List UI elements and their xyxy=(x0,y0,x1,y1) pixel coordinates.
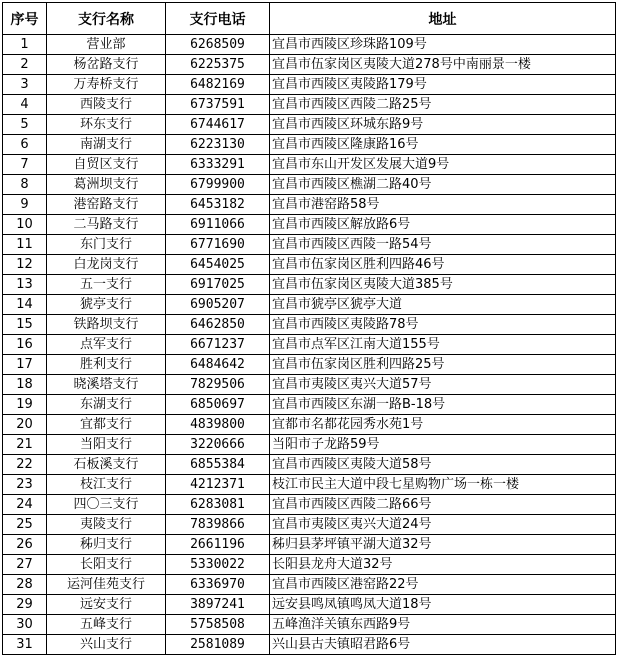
branch-name[interactable]: 四〇三支行 xyxy=(47,495,166,515)
branch-address[interactable]: 宜昌市猇亭区猇亭大道 xyxy=(270,295,616,315)
row-index[interactable]: 10 xyxy=(3,215,47,235)
branch-name[interactable]: 杨岔路支行 xyxy=(47,55,166,75)
row-index[interactable]: 15 xyxy=(3,315,47,335)
table-row xyxy=(3,575,616,595)
table-row xyxy=(3,155,616,175)
table-row xyxy=(3,115,616,135)
branch-phone[interactable]: 6454025 xyxy=(166,255,270,275)
branch-address[interactable]: 宜都市名都花园秀水苑1号 xyxy=(270,415,616,435)
row-index[interactable]: 13 xyxy=(3,275,47,295)
table-row xyxy=(3,375,616,395)
branch-name[interactable]: 营业部 xyxy=(47,35,166,55)
branch-address[interactable]: 宜昌市西陵区隆康路16号 xyxy=(270,135,616,155)
branch-phone[interactable]: 6911066 xyxy=(166,215,270,235)
branch-name[interactable]: 胜利支行 xyxy=(47,355,166,375)
branch-phone[interactable]: 6850697 xyxy=(166,395,270,415)
branch-name[interactable]: 五一支行 xyxy=(47,275,166,295)
header-branch-name: 支行名称 xyxy=(47,3,166,35)
branch-address[interactable]: 宜昌市西陵区解放路6号 xyxy=(270,215,616,235)
branch-name[interactable]: 远安支行 xyxy=(47,595,166,615)
table-row xyxy=(3,395,616,415)
branch-address[interactable]: 宜昌市西陵区樵湖二路40号 xyxy=(270,175,616,195)
branch-table xyxy=(2,2,616,655)
branch-phone[interactable]: 2581089 xyxy=(166,635,270,655)
branch-name[interactable]: 东门支行 xyxy=(47,235,166,255)
row-index[interactable]: 17 xyxy=(3,355,47,375)
branch-phone[interactable]: 6744617 xyxy=(166,115,270,135)
row-index[interactable]: 5 xyxy=(3,115,47,135)
row-index[interactable]: 21 xyxy=(3,435,47,455)
row-index[interactable]: 14 xyxy=(3,295,47,315)
branch-name[interactable]: 环东支行 xyxy=(47,115,166,135)
branch-name[interactable]: 石板溪支行 xyxy=(47,455,166,475)
table-row xyxy=(3,295,616,315)
row-index[interactable]: 6 xyxy=(3,135,47,155)
row-index[interactable]: 3 xyxy=(3,75,47,95)
branch-address[interactable]: 宜昌市夷陵区夷兴大道57号 xyxy=(270,375,616,395)
header-row xyxy=(3,3,616,35)
branch-address[interactable]: 宜昌市西陵区夷陵路179号 xyxy=(270,75,616,95)
table-row xyxy=(3,95,616,115)
branch-phone[interactable]: 6671237 xyxy=(166,335,270,355)
branch-address[interactable]: 宜昌市夷陵区夷兴大道24号 xyxy=(270,515,616,535)
branch-address[interactable]: 宜昌市伍家岗区夷陵大道385号 xyxy=(270,275,616,295)
row-index[interactable]: 26 xyxy=(3,535,47,555)
branch-phone[interactable]: 6268509 xyxy=(166,35,270,55)
table-row xyxy=(3,35,616,55)
branch-address[interactable]: 宜昌市伍家岗区胜利四路46号 xyxy=(270,255,616,275)
branch-phone[interactable]: 6336970 xyxy=(166,575,270,595)
table-row xyxy=(3,475,616,495)
branch-name[interactable]: 枝江支行 xyxy=(47,475,166,495)
branch-phone[interactable]: 6771690 xyxy=(166,235,270,255)
branch-address[interactable]: 秭归县茅坪镇平湖大道32号 xyxy=(270,535,616,555)
row-index[interactable]: 24 xyxy=(3,495,47,515)
branch-address[interactable]: 宜昌市西陵区东湖一路B-18号 xyxy=(270,395,616,415)
branch-address[interactable]: 宜昌市西陵区珍珠路109号 xyxy=(270,35,616,55)
table-row xyxy=(3,335,616,355)
branch-phone[interactable]: 6223130 xyxy=(166,135,270,155)
row-index[interactable]: 28 xyxy=(3,575,47,595)
branch-phone[interactable]: 6737591 xyxy=(166,95,270,115)
row-index[interactable]: 7 xyxy=(3,155,47,175)
branch-name[interactable]: 运河佳苑支行 xyxy=(47,575,166,595)
table-row xyxy=(3,535,616,555)
table-row xyxy=(3,355,616,375)
branch-address[interactable]: 宜昌市伍家岗区胜利四路25号 xyxy=(270,355,616,375)
table-row xyxy=(3,495,616,515)
branch-phone[interactable]: 6482169 xyxy=(166,75,270,95)
branch-phone[interactable]: 3897241 xyxy=(166,595,270,615)
branch-phone[interactable]: 6283081 xyxy=(166,495,270,515)
row-index[interactable]: 19 xyxy=(3,395,47,415)
branch-address[interactable]: 宜昌市西陵区夷陵大道58号 xyxy=(270,455,616,475)
row-index[interactable]: 23 xyxy=(3,475,47,495)
branch-address[interactable]: 宜昌市西陵区西陵一路54号 xyxy=(270,235,616,255)
branch-phone[interactable]: 7829506 xyxy=(166,375,270,395)
row-index[interactable]: 25 xyxy=(3,515,47,535)
branch-phone[interactable]: 6917025 xyxy=(166,275,270,295)
table-row xyxy=(3,135,616,155)
table-row xyxy=(3,235,616,255)
branch-address[interactable]: 宜昌市西陵区西陵二路66号 xyxy=(270,495,616,515)
branch-address[interactable]: 长阳县龙舟大道32号 xyxy=(270,555,616,575)
branch-address[interactable]: 兴山县古夫镇昭君路6号 xyxy=(270,635,616,655)
table-row xyxy=(3,415,616,435)
branch-name[interactable]: 港窑路支行 xyxy=(47,195,166,215)
branch-name[interactable]: 铁路坝支行 xyxy=(47,315,166,335)
branch-name[interactable]: 点军支行 xyxy=(47,335,166,355)
branch-name[interactable]: 宜都支行 xyxy=(47,415,166,435)
branch-address[interactable]: 宜昌市西陵区夷陵路78号 xyxy=(270,315,616,335)
branch-name[interactable]: 晓溪塔支行 xyxy=(47,375,166,395)
branch-name[interactable]: 二马路支行 xyxy=(47,215,166,235)
row-index[interactable]: 11 xyxy=(3,235,47,255)
row-index[interactable]: 4 xyxy=(3,95,47,115)
branch-address[interactable]: 宜昌市伍家岗区夷陵大道278号中南丽景一楼 xyxy=(270,55,616,75)
branch-address[interactable]: 宜昌市西陵区港窑路22号 xyxy=(270,575,616,595)
branch-phone[interactable]: 6905207 xyxy=(166,295,270,315)
table-row xyxy=(3,455,616,475)
table-row xyxy=(3,255,616,275)
branch-phone[interactable]: 3220666 xyxy=(166,435,270,455)
branch-address[interactable]: 宜昌市西陵区环城东路9号 xyxy=(270,115,616,135)
row-index[interactable]: 12 xyxy=(3,255,47,275)
branch-phone[interactable]: 2661196 xyxy=(166,535,270,555)
row-index[interactable]: 8 xyxy=(3,175,47,195)
branch-address[interactable]: 当阳市子龙路59号 xyxy=(270,435,616,455)
branch-phone[interactable]: 6855384 xyxy=(166,455,270,475)
table-row xyxy=(3,215,616,235)
table-row xyxy=(3,595,616,615)
branch-name[interactable]: 猇亭支行 xyxy=(47,295,166,315)
branch-name[interactable]: 长阳支行 xyxy=(47,555,166,575)
table-row xyxy=(3,55,616,75)
branch-phone[interactable]: 5758508 xyxy=(166,615,270,635)
row-index[interactable]: 29 xyxy=(3,595,47,615)
row-index[interactable]: 20 xyxy=(3,415,47,435)
table-row xyxy=(3,315,616,335)
branch-phone[interactable]: 6462850 xyxy=(166,315,270,335)
branch-name[interactable]: 夷陵支行 xyxy=(47,515,166,535)
branch-name[interactable]: 白龙岗支行 xyxy=(47,255,166,275)
row-index[interactable]: 30 xyxy=(3,615,47,635)
row-index[interactable]: 31 xyxy=(3,635,47,655)
branch-phone[interactable]: 4212371 xyxy=(166,475,270,495)
row-index[interactable]: 1 xyxy=(3,35,47,55)
branch-phone[interactable]: 6453182 xyxy=(166,195,270,215)
row-index[interactable]: 18 xyxy=(3,375,47,395)
row-index[interactable]: 27 xyxy=(3,555,47,575)
branch-address[interactable]: 宜昌市西陵区西陵二路25号 xyxy=(270,95,616,115)
header-address: 地址 xyxy=(270,3,616,35)
branch-name[interactable]: 自贸区支行 xyxy=(47,155,166,175)
branch-address[interactable]: 五峰渔洋关镇东西路9号 xyxy=(270,615,616,635)
branch-address[interactable]: 宜昌市东山开发区发展大道9号 xyxy=(270,155,616,175)
table-row xyxy=(3,515,616,535)
branch-address[interactable]: 宜昌市点军区江南大道155号 xyxy=(270,335,616,355)
branch-phone[interactable]: 5330022 xyxy=(166,555,270,575)
branch-phone[interactable]: 7839866 xyxy=(166,515,270,535)
branch-name[interactable]: 秭归支行 xyxy=(47,535,166,555)
branch-name[interactable]: 当阳支行 xyxy=(47,435,166,455)
branch-phone[interactable]: 4839800 xyxy=(166,415,270,435)
table-row xyxy=(3,435,616,455)
table-row xyxy=(3,555,616,575)
branch-address[interactable]: 宜昌市港窑路58号 xyxy=(270,195,616,215)
branch-name[interactable]: 万寿桥支行 xyxy=(47,75,166,95)
branch-name[interactable]: 西陵支行 xyxy=(47,95,166,115)
table-row xyxy=(3,615,616,635)
row-index[interactable]: 16 xyxy=(3,335,47,355)
row-index[interactable]: 9 xyxy=(3,195,47,215)
branch-phone[interactable]: 6225375 xyxy=(166,55,270,75)
table-row xyxy=(3,275,616,295)
branch-name[interactable]: 葛洲坝支行 xyxy=(47,175,166,195)
row-index[interactable]: 22 xyxy=(3,455,47,475)
branch-phone[interactable]: 6484642 xyxy=(166,355,270,375)
table-row xyxy=(3,175,616,195)
branch-phone[interactable]: 6799900 xyxy=(166,175,270,195)
branch-address[interactable]: 枝江市民主大道中段七星购物广场一栋一楼 xyxy=(270,475,616,495)
table-row xyxy=(3,75,616,95)
header-branch-phone: 支行电话 xyxy=(166,3,270,35)
table-body xyxy=(3,35,616,655)
branch-name[interactable]: 东湖支行 xyxy=(47,395,166,415)
row-index[interactable]: 2 xyxy=(3,55,47,75)
branch-address[interactable]: 远安县鸣凤镇鸣凤大道18号 xyxy=(270,595,616,615)
branch-phone[interactable]: 6333291 xyxy=(166,155,270,175)
header-index: 序号 xyxy=(3,3,47,35)
branch-name[interactable]: 兴山支行 xyxy=(47,635,166,655)
table-row xyxy=(3,195,616,215)
branch-name[interactable]: 五峰支行 xyxy=(47,615,166,635)
table-row xyxy=(3,635,616,655)
branch-name[interactable]: 南湖支行 xyxy=(47,135,166,155)
